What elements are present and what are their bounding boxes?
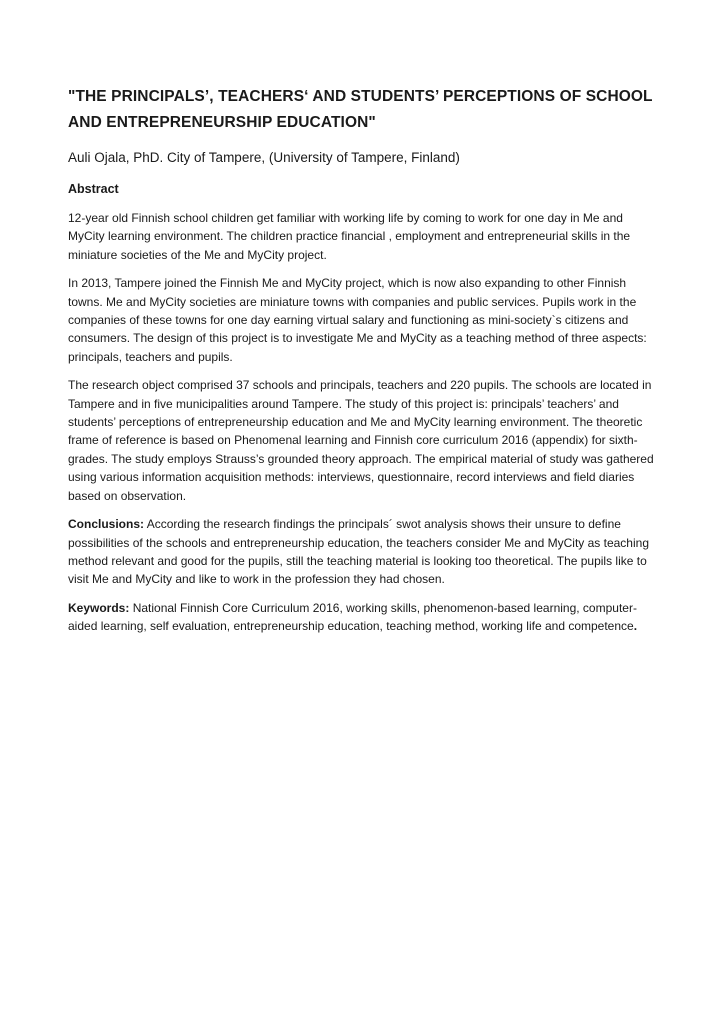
author-line: Auli Ojala, PhD. City of Tampere, (University of Tampere, Finland) — [68, 150, 460, 165]
conclusions-text: According the research findings the principals´ swot analysis shows their unsure to define possibilities of the schools and entrepreneurship education, the teachers consider Me and MyCity as teaching method relevant and good for the pupils, still the teaching material is looking too theoretical. The pupils like to visit Me and MyCity and like to work in the profession they had chosen. — [68, 517, 649, 587]
conclusions-paragraph — [68, 515, 658, 589]
document-page — [68, 84, 658, 646]
keywords-end-mark: . — [633, 619, 638, 634]
abstract-paragraph: 12-year old Finnish school children get familiar with working life by coming to work for one day in Me and MyCity learning environment. The children practice financial , employment and entrepreneurial skills in the miniature societies of the Me and MyCity project. — [68, 211, 631, 262]
keywords-label: Keywords: — [68, 600, 130, 615]
keywords-paragraph — [68, 599, 658, 636]
keywords-text: National Finnish Core Curriculum 2016, working skills, phenomenon-based learning, computer-aided learning, self evaluation, entrepreneurship education, teaching method, working life and competence — [68, 600, 637, 634]
document-title: "THE PRINCIPALS’, TEACHERS‘ AND STUDENTS’ PERCEPTIONS OF SCHOOL AND ENTREPRENEURSHIP EDUCATION" — [68, 88, 653, 131]
conclusions-label: Conclusions: — [68, 517, 145, 532]
abstract-heading: Abstract — [68, 182, 119, 196]
abstract-paragraph: The research object comprised 37 schools and principals, teachers and 220 pupils. The schools are located in Tampere and in five municipalities around Tampere. The study of this project is: principals’ teachers’ and students’ perceptions of entrepreneurship education and Me and MyCity learning environment. The theoretic frame of reference is based on Phenomenal learning and Finnish core curriculum 2016 (appendix) for sixth-grades. The study employs Strauss’s grounded theory approach. The empirical material of study was gathered using various information acquisition methods: interviews, questionnaire, record interviews and field diaries based on observation. — [68, 378, 654, 503]
abstract-paragraph: In 2013, Tampere joined the Finnish Me and MyCity project, which is now also expanding to other Finnish towns. Me and MyCity societies are miniature towns with companies and public services. Pupils work in the companies of these towns for one day earning virtual salary and functioning as mini-society`s citizens and consumers. The design of this project is to investigate Me and MyCity as a teaching method of three aspects: principals, teachers and pupils. — [68, 276, 647, 364]
